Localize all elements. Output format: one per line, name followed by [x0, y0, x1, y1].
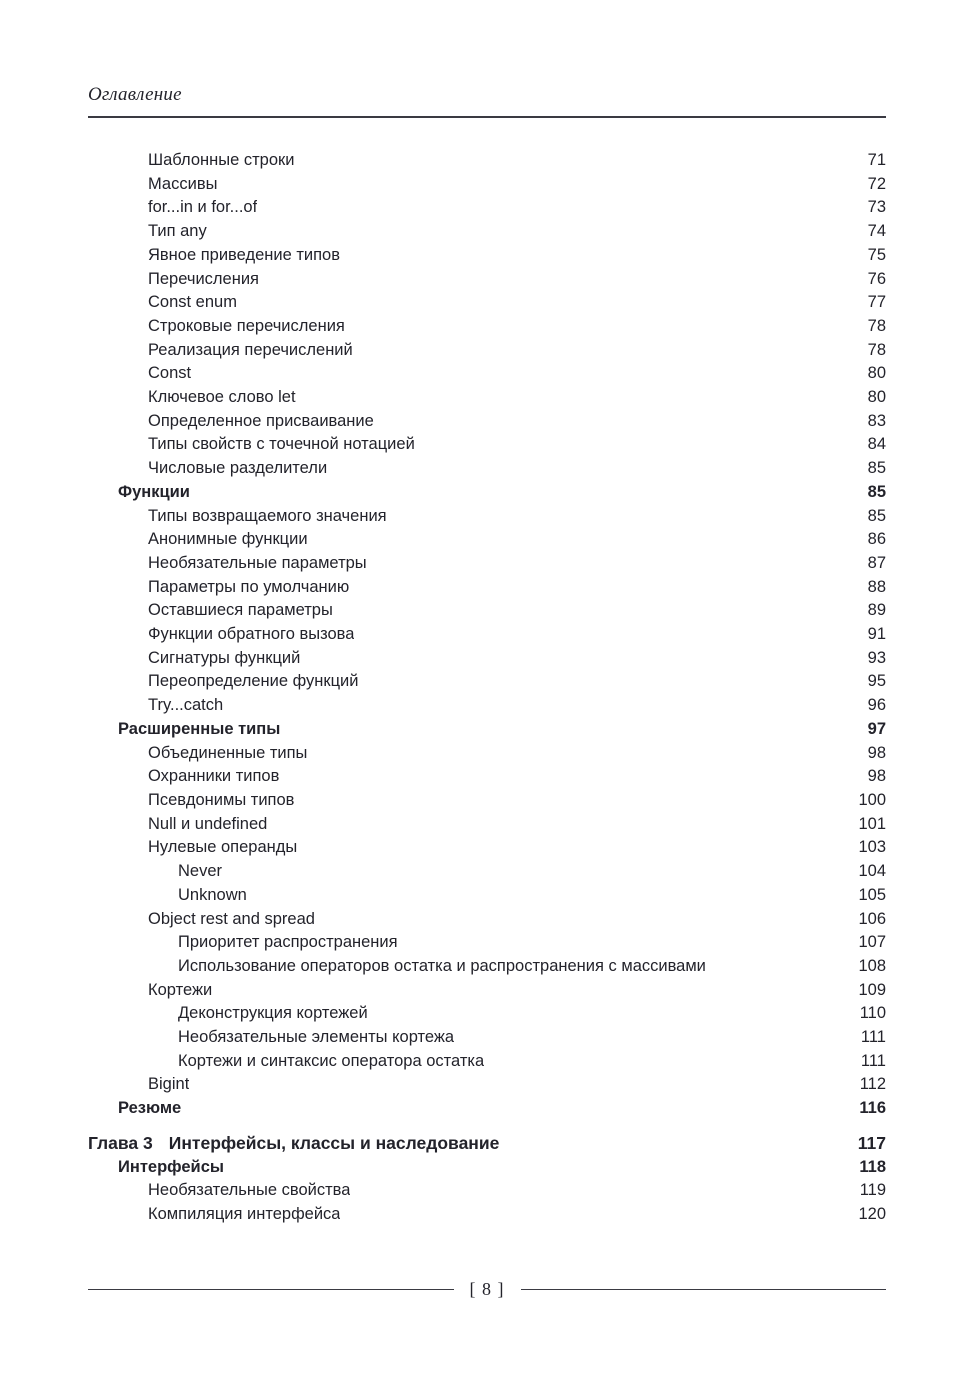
toc-entry-label: Функции — [118, 482, 190, 501]
toc-entry-page: 74 — [867, 222, 886, 241]
toc-entry-label: Необязательные параметры — [148, 553, 367, 572]
toc-entry-label: Never — [178, 862, 223, 881]
toc-entry-label: Числовые разделители — [148, 459, 328, 478]
toc-entry-label: Определенное присваивание — [148, 411, 374, 430]
toc-entry-page: 108 — [858, 956, 886, 975]
toc-row — [88, 1073, 886, 1097]
toc-entry-page: 85 — [867, 482, 886, 501]
page-title: Оглавление — [88, 84, 182, 105]
toc-entry-label: Тип any — [148, 222, 207, 241]
toc-row — [88, 576, 886, 600]
toc-entry-page: 93 — [867, 648, 886, 667]
toc-entry-label: Кортежи и синтаксис оператора остатка — [178, 1051, 485, 1070]
toc-entry-page: 117 — [857, 1132, 886, 1153]
toc-entry-label: Охранники типов — [148, 767, 280, 786]
toc-entry-page: 98 — [867, 767, 886, 786]
toc-entry-page: 80 — [867, 388, 886, 407]
toc-row — [88, 362, 886, 386]
chapter-number: Глава 3 — [88, 1132, 153, 1153]
toc-row — [88, 908, 886, 932]
toc-entry-page: 96 — [867, 696, 886, 715]
toc-entry-page: 85 — [867, 459, 886, 478]
toc-entry-page: 111 — [860, 1028, 886, 1047]
toc-entry-page: 75 — [867, 245, 886, 264]
toc-row — [88, 505, 886, 529]
toc-entry-label: Псевдонимы типов — [148, 790, 295, 809]
toc-entry-label: Object rest and spread — [148, 909, 315, 928]
toc-entry-page: 100 — [858, 790, 886, 809]
toc-row — [88, 647, 886, 671]
toc-row — [88, 220, 886, 244]
toc-row — [88, 528, 886, 552]
toc-row — [88, 955, 886, 979]
toc-entry-label: Глава 3 Интерфейсы, классы и наследование — [88, 1132, 500, 1153]
footer-rule-right — [521, 1289, 887, 1290]
toc-entry-label: Const — [148, 364, 192, 383]
toc-row — [88, 979, 886, 1003]
toc-row — [88, 149, 886, 173]
toc-entry-page: 112 — [859, 1075, 886, 1094]
toc-entry-label: Деконструкция кортежей — [178, 1004, 368, 1023]
footer-rule-left — [88, 1289, 454, 1290]
toc-entry-page: 91 — [867, 625, 886, 644]
toc-row — [88, 884, 886, 908]
toc-entry-label: Кортежи — [148, 980, 213, 999]
toc-entry-label: Анонимные функции — [148, 530, 308, 549]
toc-entry-page: 87 — [867, 553, 886, 572]
toc-entry-page: 103 — [858, 838, 886, 857]
toc-entry-page: 72 — [867, 174, 886, 193]
toc-entry-label: for...in и for...of — [148, 198, 258, 217]
toc-row — [88, 599, 886, 623]
toc-row — [88, 623, 886, 647]
toc-row — [88, 1203, 886, 1227]
toc-entry-page: 84 — [867, 435, 886, 454]
toc-entry-label: Try...catch — [148, 696, 224, 715]
toc-row — [88, 552, 886, 576]
toc-row — [88, 386, 886, 410]
toc-row — [88, 742, 886, 766]
toc-entry-label: Реализация перечислений — [148, 340, 353, 359]
toc-row — [88, 268, 886, 292]
toc-entry-page: 101 — [858, 814, 886, 833]
toc-entry-page: 76 — [867, 269, 886, 288]
toc-entry-label: Ключевое слово let — [148, 388, 296, 407]
toc-row — [88, 433, 886, 457]
toc-entry-page: 77 — [867, 293, 886, 312]
toc-entry-label: Перечисления — [148, 269, 259, 288]
page-footer — [88, 1279, 886, 1300]
toc-row — [88, 836, 886, 860]
toc-entry-page: 89 — [867, 601, 886, 620]
toc-entry-label: Массивы — [148, 174, 218, 193]
toc-entry-page: 78 — [867, 340, 886, 359]
toc-entry-label: Необязательные элементы кортежа — [178, 1028, 455, 1047]
toc-entry-label: Приоритет распространения — [178, 933, 398, 952]
toc-row — [88, 813, 886, 837]
toc-row — [88, 670, 886, 694]
toc-row — [88, 1050, 886, 1074]
toc-entry-page: 80 — [867, 364, 886, 383]
toc-entry-label: Явное приведение типов — [148, 245, 340, 264]
toc-row — [88, 1179, 886, 1203]
toc-entry-label: Null и undefined — [148, 814, 268, 833]
toc-entry-page: 95 — [867, 672, 886, 691]
toc-row — [88, 1002, 886, 1026]
toc-entry-label: Использование операторов остатка и распространения с массивами — [178, 956, 706, 975]
toc-entry-page: 97 — [867, 719, 886, 738]
toc-row — [88, 1097, 886, 1121]
toc-entry-page: 119 — [859, 1181, 886, 1200]
toc-entry-page: 85 — [867, 506, 886, 525]
toc-entry-label: Объединенные типы — [148, 743, 308, 762]
toc-row — [88, 718, 886, 742]
toc-entry-page: 78 — [867, 316, 886, 335]
toc-row — [88, 1156, 886, 1180]
toc-entry-label: Unknown — [178, 885, 247, 904]
toc-entry-label: Сигнатуры функций — [148, 648, 301, 667]
toc-row — [88, 457, 886, 481]
toc-entry-page: 106 — [858, 909, 886, 928]
toc-entry-page: 110 — [859, 1004, 886, 1023]
toc-entry-label: Шаблонные строки — [148, 151, 295, 169]
toc-entry-label: Строковые перечисления — [148, 316, 345, 335]
toc-row — [88, 244, 886, 268]
toc-entry-page: 88 — [867, 577, 886, 596]
toc-entry-page: 104 — [858, 862, 886, 881]
toc-row — [88, 931, 886, 955]
toc-row — [88, 291, 886, 315]
toc-entry-label: Типы свойств с точечной нотацией — [148, 435, 415, 454]
toc-entry-label: Bigint — [148, 1075, 190, 1094]
toc-entry-label: Необязательные свойства — [148, 1181, 351, 1200]
toc-entry-page: 116 — [859, 1099, 886, 1118]
toc-entry-page: 98 — [867, 743, 886, 762]
page-header — [88, 84, 886, 118]
toc-entry-page: 109 — [858, 980, 886, 999]
toc-row — [88, 339, 886, 363]
toc-row — [88, 860, 886, 884]
toc-entry-page: 71 — [867, 151, 886, 169]
toc-row — [88, 789, 886, 813]
page-number: [ 8 ] — [469, 1279, 505, 1299]
toc-entry-page: 118 — [859, 1157, 886, 1176]
toc-entry-page: 120 — [858, 1204, 886, 1223]
toc-entry-label: Оставшиеся параметры — [148, 601, 333, 620]
toc-entry-page: 107 — [858, 933, 886, 952]
toc-row — [88, 196, 886, 220]
toc-entry-page: 83 — [867, 411, 886, 430]
toc-entry-label: Резюме — [118, 1099, 182, 1118]
toc-entry-label: Интерфейсы — [118, 1157, 224, 1176]
toc-row — [88, 1026, 886, 1050]
toc-entry-page: 73 — [867, 198, 886, 217]
toc-entry-label: Компиляция интерфейса — [148, 1204, 341, 1223]
toc-entry-label: Переопределение функций — [148, 672, 359, 691]
toc-row — [88, 694, 886, 718]
toc-row — [88, 315, 886, 339]
toc-row — [88, 481, 886, 505]
toc-entry-label: Типы возвращаемого значения — [148, 506, 387, 525]
toc-entry-label: Параметры по умолчанию — [148, 577, 350, 596]
toc-entry-page: 105 — [858, 885, 886, 904]
toc-row — [88, 765, 886, 789]
toc-row — [88, 410, 886, 434]
toc-entry-label: Расширенные типы — [118, 719, 281, 738]
toc-entry-label: Функции обратного вызова — [148, 625, 355, 644]
toc-chapter-row — [88, 1132, 886, 1156]
toc-entry-page: 111 — [860, 1051, 886, 1070]
toc-entry-page: 86 — [867, 530, 886, 549]
toc-row — [88, 173, 886, 197]
toc-list — [88, 149, 886, 1227]
header-divider — [88, 116, 886, 118]
toc-entry-label: Const enum — [148, 293, 237, 312]
toc-entry-label: Нулевые операнды — [148, 838, 298, 857]
